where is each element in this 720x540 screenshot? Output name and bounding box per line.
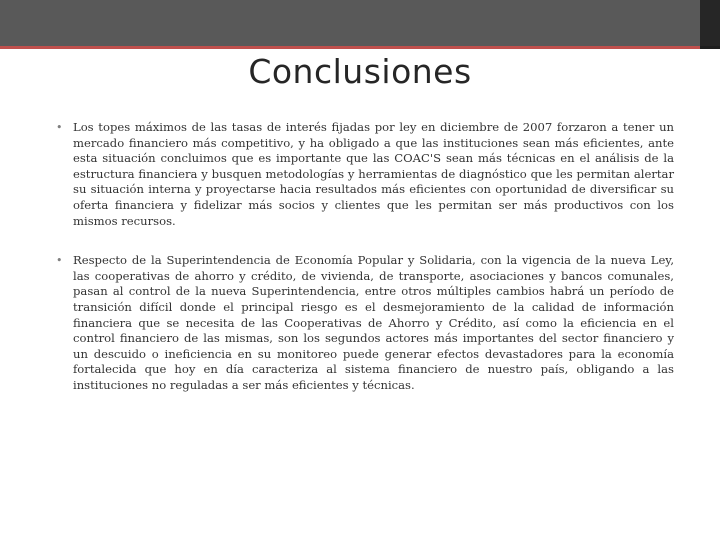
- accent-line: [0, 46, 720, 49]
- bullet-icon: •: [56, 254, 63, 268]
- bullet-item: [52, 120, 674, 229]
- header-bar-corner: [700, 0, 720, 46]
- header-bar: [0, 0, 720, 46]
- bullet-list: [52, 120, 674, 418]
- bullet-text: Respecto de la Superintendencia de Economía Popular y Solidaria, con la vigencia de la nueva Ley, las cooperativas de ahorro y crédito, de vivienda, de transporte, asociaciones y bancos comunales, pasan al control de la nueva Superintendencia, entre otros múltiples cambios habrá un período de transición difícil donde el principal riesgo es el desmejoramiento de la calidad de información financiera que se necesita de las Cooperativas de Ahorro y Crédito, así como la eficiencia en el control financiero de las mismas, son los segundos actores más importantes del sector financiero y un descuido o ineficiencia en su monitoreo puede generar efectos devastadores para la economía fortalecida que hoy en día caracteriza al sistema financiero de nuestro país, obligando a las instituciones no reguladas a ser más eficientes y técnicas.: [73, 253, 674, 392]
- header-bar-main: [0, 0, 700, 46]
- accent-line-corner: [700, 46, 720, 49]
- accent-line-main: [0, 46, 700, 49]
- bullet-icon: •: [56, 121, 63, 134]
- bullet-item: [52, 253, 674, 393]
- bullet-text: Los topes máximos de las tasas de interés fijadas por ley en diciembre de 2007 forzaron a tener un mercado financiero más competitivo, y ha obligado a que las instituciones sean más eficientes, ante esta situación concluimos que es importante que las COAC'S sean más técnicas en el análisis de la estructura financiera y busquen metodologías y herramientas de diagnóstico que les permitan alertar su situación interna y proyectarse hacia resultados más eficientes con oportunidad de diversificar su oferta financiera y fidelizar más socios y clientes que les permitan ser más productivos con los mismos recursos.: [73, 120, 674, 228]
- slide-title: Conclusiones: [248, 52, 472, 91]
